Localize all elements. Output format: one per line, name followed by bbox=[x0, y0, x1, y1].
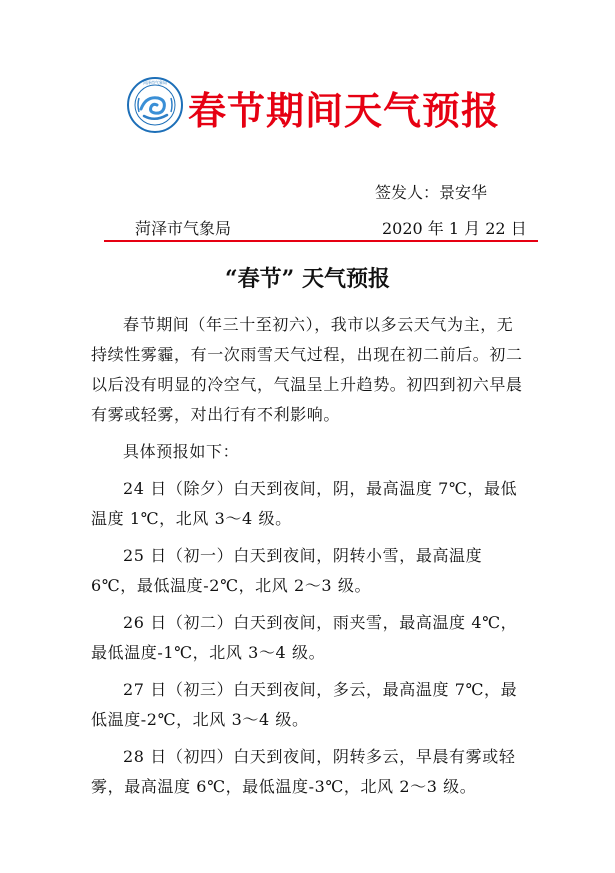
forecast-day-24: 24 日（除夕）白天到夜间，阴，最高温度 7℃，最低温度 1℃，北风 3～4 级。 bbox=[91, 479, 518, 528]
forecast-day-28: 28 日（初四）白天到夜间，阴转多云，早晨有雾或轻雾，最高温度 6℃，最低温度-3℃，北风 2～3 级。 bbox=[91, 747, 516, 796]
forecast-day-26: 26 日（初二）白天到夜间，雨夹雪，最高温度 4℃，最低温度-1℃，北风 3～4 级。 bbox=[91, 613, 518, 662]
intro-paragraph: 春节期间（年三十至初六），我市以多云天气为主，无持续性雾霾，有一次雨雪天气过程，出现在初二前后。初二以后没有明显的冷空气，气温呈上升趋势。初四到初六早晨有雾或轻雾，对出行有不利影响。 bbox=[91, 315, 523, 424]
forecast-body bbox=[91, 310, 525, 802]
page-title: 春节期间天气预报 bbox=[188, 88, 501, 133]
header-divider bbox=[104, 240, 538, 242]
meteorological-bureau-logo-icon bbox=[126, 76, 184, 134]
forecast-subtitle: “春节” 天气预报 bbox=[225, 266, 390, 292]
issuer-name: 菏泽市气象局 bbox=[135, 219, 232, 238]
document-header bbox=[126, 76, 506, 146]
signer-name: 景安华 bbox=[439, 183, 488, 202]
forecast-day-25: 25 日（初一）白天到夜间，阴转小雪，最高温度 6℃，最低温度-2℃，北风 2～3 级。 bbox=[91, 546, 483, 595]
logo-ring-text: 菏泽市气象局 bbox=[143, 80, 167, 85]
issue-date: 2020 年 1 月 22 日 bbox=[382, 219, 527, 238]
forecast-intro-line: 具体预报如下： bbox=[123, 442, 240, 461]
signer-label: 签发人： bbox=[375, 183, 440, 202]
signer-line bbox=[375, 180, 487, 203]
forecast-day-27: 27 日（初三）白天到夜间，多云，最高温度 7℃，最低温度-2℃，北风 3～4 级。 bbox=[91, 680, 518, 729]
